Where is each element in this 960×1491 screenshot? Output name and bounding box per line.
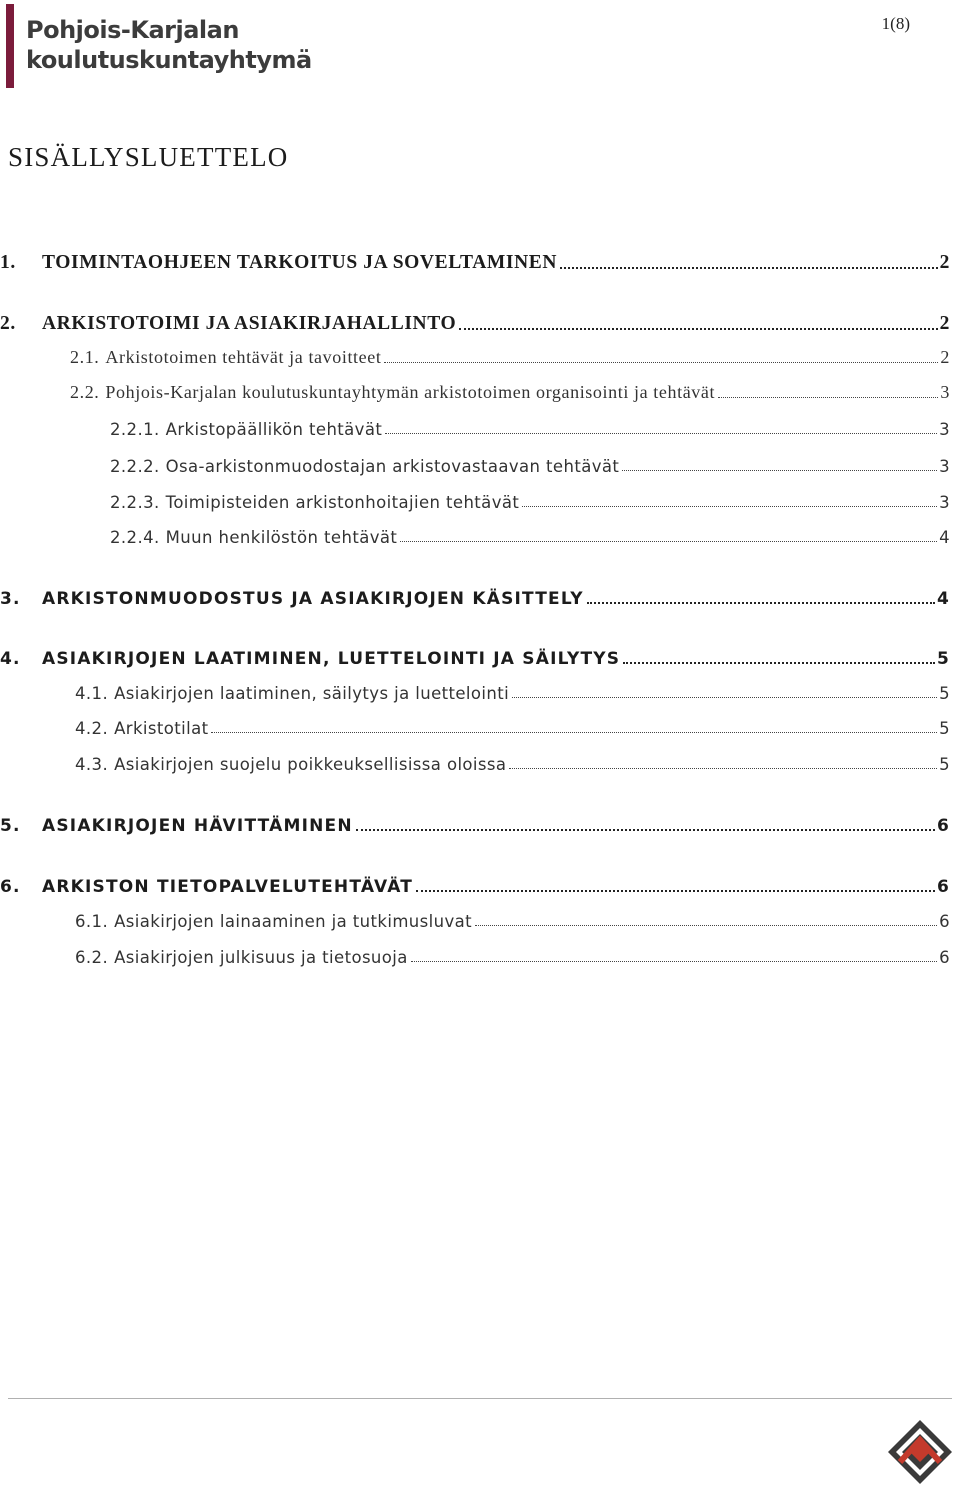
toc-entry-number: 3. [0,589,21,609]
toc-entry-number: 4. [0,649,21,669]
toc-entry-label: ARKISTONMUODOSTUS JA ASIAKIRJOJEN KÄSITTELY [42,589,584,609]
toc-entry-4[interactable] [0,643,960,669]
toc-entry-page: 2 [939,252,950,273]
toc-entry-page: 3 [939,420,950,439]
toc-entry-page: 2 [940,347,950,367]
toc-entry-page: 6 [936,877,950,897]
toc-entry-number: 6.1. [75,912,109,931]
toc-entry-4-3[interactable] [0,748,960,774]
toc-entry-4-2[interactable] [0,712,960,738]
toc-entry-2[interactable] [0,309,960,335]
toc-entry-label: ARKISTOTOIMI JA ASIAKIRJAHALLINTO [42,313,457,334]
toc-entry-label: Asiakirjojen lainaaminen ja tutkimusluvat [114,912,473,931]
toc-entry-number: 1. [0,252,16,273]
toc-entry-page: 5 [939,755,950,774]
logo-line-1: Pohjois-Karjalan [26,16,239,44]
toc-leader-dots [385,432,937,434]
toc-entry-number: 2.2.1. [110,420,160,439]
toc-title: SISÄLLYSLUETTELO [8,142,289,172]
toc-entry-number: 2.1. [70,347,100,367]
toc-entry-number: 4.2. [75,719,109,738]
organization-logo [6,4,312,88]
toc-entry-label: ASIAKIRJOJEN LAATIMINEN, LUETTELOINTI JA SÄILYTYS [42,649,621,669]
toc-entry-label: ASIAKIRJOJEN HÄVITTÄMINEN [42,816,353,836]
toc-leader-dots [211,731,937,733]
toc-leader-dots [509,767,937,769]
toc-entry-label: Arkistopäällikön tehtävät [165,420,383,439]
toc-leader-dots [411,960,937,962]
organization-emblem-icon [886,1418,954,1486]
toc-entry-label: Asiakirjojen laatiminen, säilytys ja luettelointi [114,684,510,703]
toc-entry-page: 5 [939,719,950,738]
toc-entry-label: Toimipisteiden arkistonhoitajien tehtävät [165,493,520,512]
toc-entry-4-1[interactable] [0,677,960,703]
toc-leader-dots [459,327,937,330]
toc-entry-label: Asiakirjojen julkisuus ja tietosuoja [114,948,408,967]
toc-entry-page: 5 [939,684,950,703]
toc-entry-5[interactable] [0,810,960,836]
toc-entry-number: 2. [0,313,16,334]
toc-leader-dots [560,266,938,269]
toc-entry-2-2[interactable] [0,377,960,403]
toc-entry-6[interactable] [0,871,960,897]
toc-leader-dots [475,924,937,926]
toc-entry-label: Osa-arkistonmuodostajan arkistovastaavan tehtävät [165,457,620,476]
toc-entry-1[interactable] [0,248,960,274]
toc-entry-label: TOIMINTAOHJEEN TARKOITUS JA SOVELTAMINEN [42,252,558,273]
toc-leader-dots [416,889,935,892]
toc-entry-page: 6 [939,912,950,931]
toc-entry-page: 6 [939,948,950,967]
toc-entry-page: 4 [939,528,950,547]
toc-entry-number: 6.2. [75,948,109,967]
logo-accent-bar [6,4,14,88]
page-number: 1(8) [881,14,910,33]
toc-entry-number: 5. [0,816,21,836]
toc-leader-dots [512,696,937,698]
toc-entry-number: 2.2.3. [110,493,160,512]
toc-leader-dots [356,828,935,831]
footer-divider [8,1398,952,1399]
toc-entry-number: 2.2. [70,382,100,402]
toc-entry-number: 2.2.4. [110,528,160,547]
toc-entry-6-1[interactable] [0,905,960,931]
toc-leader-dots [623,661,935,664]
toc-entry-label: Arkistotoimen tehtävät ja tavoitteet [105,347,382,367]
toc-entry-number: 4.1. [75,684,109,703]
toc-leader-dots [587,601,935,604]
toc-leader-dots [384,361,938,363]
toc-leader-dots [522,505,937,507]
toc-entry-page: 3 [940,382,950,402]
toc-entry-2-2-2[interactable] [0,450,960,476]
toc-entry-label: Arkistotilat [114,719,209,738]
toc-entry-2-2-3[interactable] [0,486,960,512]
toc-entry-page: 3 [939,457,950,476]
toc-entry-2-2-1[interactable] [0,413,960,439]
toc-entry-page: 3 [939,493,950,512]
toc-entry-3[interactable] [0,583,960,609]
toc-entry-label: ARKISTON TIETOPALVELUTEHTÄVÄT [42,877,414,897]
toc-leader-dots [622,469,937,471]
toc-entry-label: Asiakirjojen suojelu poikkeuksellisissa oloissa [114,755,507,774]
toc-entry-page: 2 [939,313,950,334]
toc-leader-dots [718,396,938,398]
toc-entry-2-1[interactable] [0,342,960,368]
toc-entry-number: 6. [0,877,21,897]
toc-entry-number: 4.3. [75,755,109,774]
toc-entry-6-2[interactable] [0,941,960,967]
logo-line-2: koulutuskuntayhtymä [26,46,312,74]
toc-entry-page: 5 [936,649,950,669]
toc-entry-label: Pohjois-Karjalan koulutuskuntayhtymän arkistotoimen organisointi ja tehtävät [105,382,716,402]
toc-entry-label: Muun henkilöstön tehtävät [165,528,398,547]
toc-leader-dots [400,540,937,542]
toc-entry-2-2-4[interactable] [0,521,960,547]
toc-entry-page: 4 [936,589,950,609]
toc-entry-page: 6 [936,816,950,836]
toc-entry-number: 2.2.2. [110,457,160,476]
